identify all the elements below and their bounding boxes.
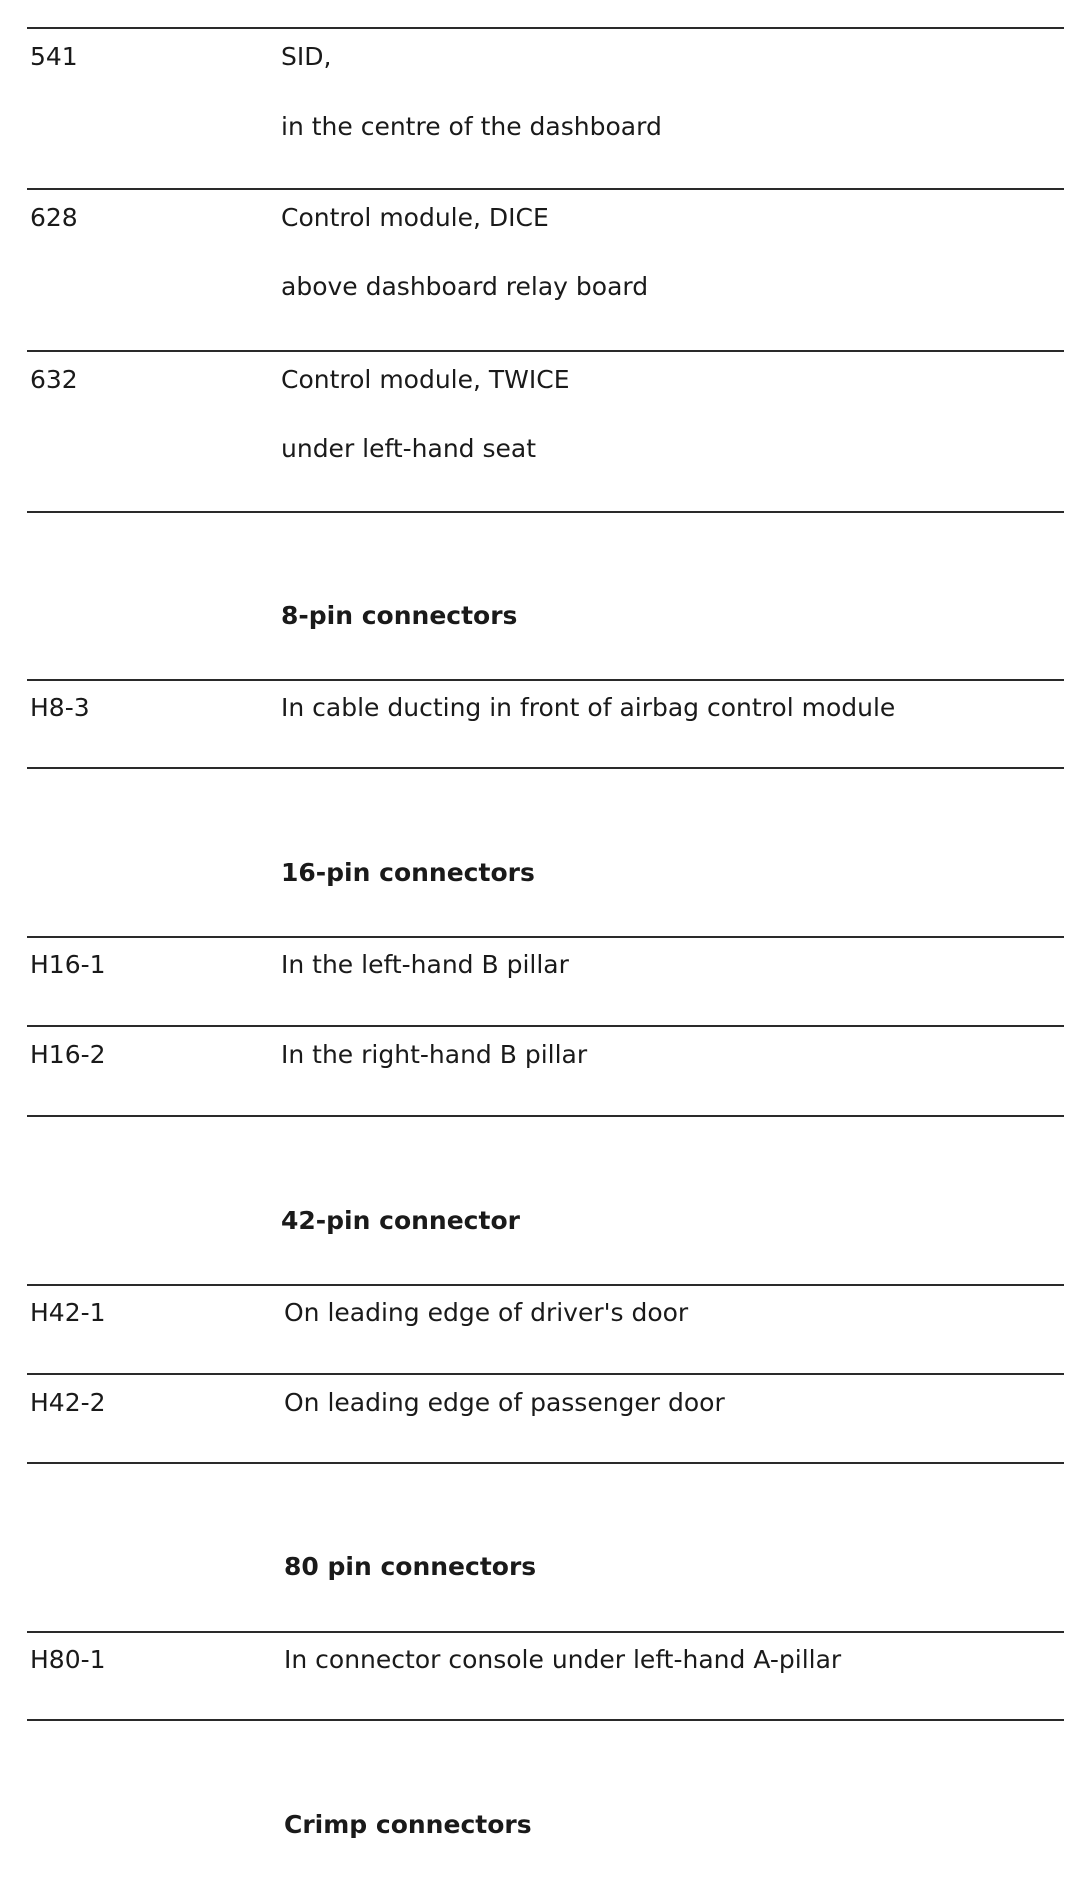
row-location: On leading edge of driver's door xyxy=(284,1298,689,1327)
table-rule xyxy=(27,1284,1064,1286)
row-code: H80-1 xyxy=(30,1645,106,1674)
row-code: 628 xyxy=(30,203,78,232)
table-rule xyxy=(27,679,1064,681)
table-rule xyxy=(27,936,1064,938)
row-location: On leading edge of passenger door xyxy=(284,1388,725,1417)
table-rule xyxy=(27,188,1064,190)
table-rule xyxy=(27,27,1064,29)
table-rule xyxy=(27,350,1064,352)
section-heading: 80 pin connectors xyxy=(284,1552,537,1581)
row-location: In the left-hand B pillar xyxy=(281,950,569,979)
row-location: above dashboard relay board xyxy=(281,272,649,301)
section-heading: 16-pin connectors xyxy=(281,858,535,887)
row-location: In the right-hand B pillar xyxy=(281,1040,588,1069)
table-rule xyxy=(27,767,1064,769)
row-code: H8-3 xyxy=(30,693,90,722)
row-code: 541 xyxy=(30,42,78,71)
row-code: 632 xyxy=(30,365,78,394)
table-rule xyxy=(27,1719,1064,1721)
row-location: under left-hand seat xyxy=(281,434,537,463)
section-heading: 8-pin connectors xyxy=(281,601,518,630)
table-rule xyxy=(27,1373,1064,1375)
table-rule xyxy=(27,1025,1064,1027)
row-code: H16-2 xyxy=(30,1040,106,1069)
row-code: H16-1 xyxy=(30,950,106,979)
row-location: in the centre of the dashboard xyxy=(281,112,662,141)
row-description: Control module, TWICE xyxy=(281,365,570,394)
row-code: H42-2 xyxy=(30,1388,106,1417)
table-rule xyxy=(27,1631,1064,1633)
table-rule xyxy=(27,1115,1064,1117)
row-code: H42-1 xyxy=(30,1298,106,1327)
section-heading: 42-pin connector xyxy=(281,1206,520,1235)
row-location: In connector console under left-hand A-pillar xyxy=(284,1645,842,1674)
table-rule xyxy=(27,1462,1064,1464)
row-description: SID, xyxy=(281,42,332,71)
section-heading: Crimp connectors xyxy=(284,1810,532,1839)
table-rule xyxy=(27,511,1064,513)
row-location: In cable ducting in front of airbag control module xyxy=(281,693,896,722)
row-description: Control module, DICE xyxy=(281,203,549,232)
